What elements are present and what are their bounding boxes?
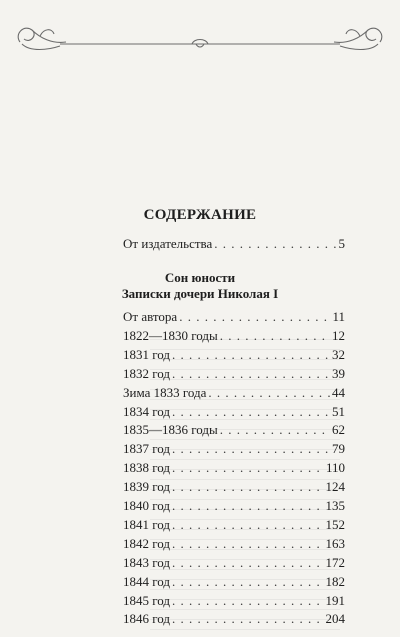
toc-entry-page: 79: [332, 441, 345, 457]
toc-entry-page: 11: [332, 309, 345, 324]
toc-leader-dots: [172, 517, 324, 533]
toc-entry-page: 12: [332, 327, 345, 343]
toc-entry-label: 1835—1836 годы: [123, 422, 218, 438]
toc-leader-dots: [179, 309, 330, 325]
toc-entry-label: 1838 год: [123, 460, 170, 476]
toc-entry-label: Зима 1833 года: [123, 384, 207, 400]
section-subtitle: Записки дочери Николая I: [121, 286, 279, 301]
toc-entry[interactable]: [123, 574, 345, 590]
toc-leader-dots: [172, 479, 324, 495]
toc-entry[interactable]: [123, 328, 345, 344]
toc-entry-intro[interactable]: [123, 236, 345, 252]
toc-entry-page: 182: [325, 573, 345, 589]
toc-entry[interactable]: [123, 460, 345, 476]
decorative-header-ornament-icon: [0, 14, 400, 62]
toc-entry-page: 32: [332, 346, 345, 362]
toc-entry-page: 62: [332, 422, 345, 438]
toc-entry[interactable]: [123, 309, 345, 325]
toc-leader-dots: [208, 385, 330, 401]
toc-entry-page: 44: [332, 384, 345, 400]
toc-entry[interactable]: [123, 479, 345, 495]
toc-leader-dots: [172, 460, 324, 476]
toc-leader-dots: [172, 498, 324, 514]
toc-entry-label: 1834 год: [123, 403, 170, 419]
section-title: Сон юности: [164, 270, 236, 285]
toc-entry-label: От автора: [123, 309, 178, 324]
toc-entry-page: 135: [325, 498, 345, 513]
toc-entry-page: 172: [325, 554, 345, 570]
toc-entry[interactable]: [123, 593, 345, 609]
toc-entry-label: 1822—1830 годы: [123, 327, 218, 343]
toc-entry-label: 1839 год: [123, 479, 170, 495]
contents-heading: СОДЕРЖАНИЕ: [143, 207, 257, 223]
toc-entry[interactable]: [123, 498, 345, 514]
toc-entry-label: 1832 год: [123, 365, 170, 381]
toc-leader-dots: [172, 441, 330, 457]
toc-entry[interactable]: [123, 404, 345, 420]
toc-leader-dots: [172, 404, 330, 420]
toc-entry-page: 110: [325, 460, 345, 476]
toc-leader-dots: [220, 422, 330, 438]
toc-leader-dots: [172, 574, 324, 590]
toc-entry-page: 124: [325, 479, 345, 495]
toc-entry-label: 1831 год: [123, 346, 170, 362]
toc-leader-dots: [172, 593, 324, 609]
toc-entry[interactable]: [123, 611, 345, 627]
toc-entry[interactable]: [123, 347, 345, 363]
toc-entry-page: 5: [338, 236, 345, 251]
toc-entry-page: 163: [325, 535, 345, 551]
toc-entry-page: 152: [325, 516, 345, 532]
toc-entry-page: 204: [325, 611, 345, 627]
toc-entry-page: 51: [332, 403, 345, 419]
toc-entry-label: 1841 год: [123, 516, 170, 532]
toc-leader-dots: [172, 366, 330, 382]
toc-entry-page: 191: [325, 592, 345, 608]
toc-leader-dots: [214, 236, 336, 252]
toc-entry-label: 1844 год: [123, 573, 170, 589]
toc-entry-label: 1846 год: [123, 611, 170, 627]
toc-entry-page: 39: [332, 365, 345, 381]
toc-leader-dots: [172, 347, 330, 363]
toc-leader-dots: [172, 555, 324, 571]
toc-entry[interactable]: [123, 422, 345, 438]
toc-entry[interactable]: [123, 441, 345, 457]
toc-entry-label: 1845 год: [123, 592, 170, 608]
toc-entry[interactable]: [123, 555, 345, 571]
toc-leader-dots: [220, 328, 330, 344]
toc-entry-label: От издательства: [123, 236, 213, 251]
toc-entry-label: 1840 год: [123, 498, 170, 513]
toc-entry-label: 1837 год: [123, 441, 170, 457]
toc-entry[interactable]: [123, 366, 345, 382]
toc-entry-label: 1842 год: [123, 535, 170, 551]
toc-entry[interactable]: [123, 536, 345, 552]
toc-entry[interactable]: [123, 517, 345, 533]
toc-entry-label: 1843 год: [123, 554, 170, 570]
toc-leader-dots: [172, 536, 324, 552]
toc-leader-dots: [172, 611, 324, 627]
toc-entry[interactable]: [123, 385, 345, 401]
